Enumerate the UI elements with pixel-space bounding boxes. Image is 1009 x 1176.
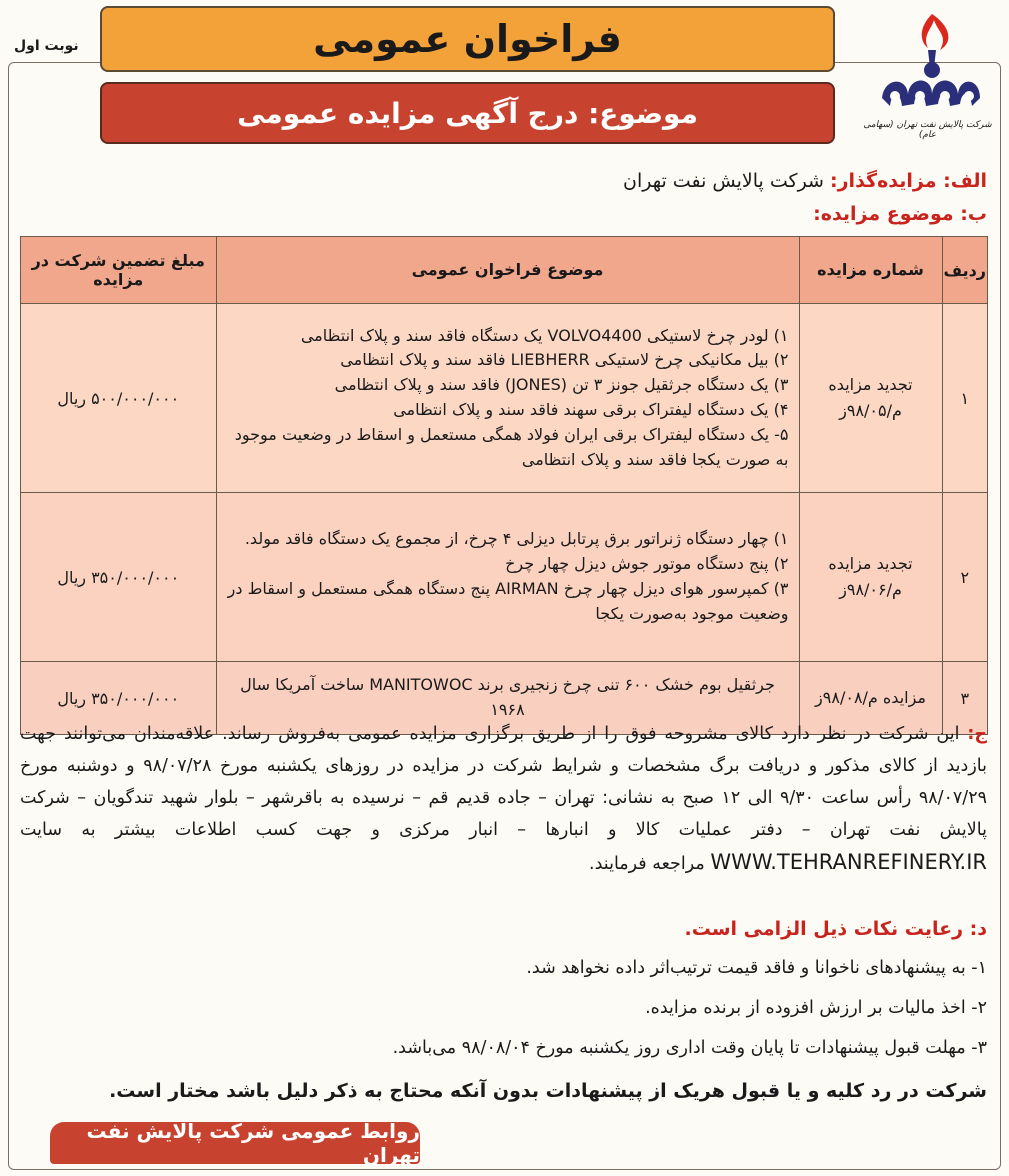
edition-label: نوبت اول [14,38,79,54]
auction-number: تجدید مزایده م/۹۸/۰۵ز [799,304,942,493]
note-item: ۱- به پیشنهادهای ناخوانا و فاقد قیمت ترتیب‌اثر داده نخواهد شد. [526,958,987,978]
subject-banner [100,82,835,144]
terms-text: این شرکت در نظر دارد کالای مشروحه فوق را از طریق برگزاری مزایده عمومی به‌فروش رساند. علاقه‌مندان می‌توانند جهت بازدید از کالای مذکور و دریافت برگ مشخصات و شرایط شرکت در مزایده در روزهای یکشنبه مورخ ۹۸/۰۷/۲۸ و دوشنبه مورخ ۹۸/۰۷/۲۹ رأس ساعت ۹/۳۰ الی ۱۲ صبح به نشانی: تهران – جاده قدیم قم – نرسیده به باقرشهر – بلوار شهید تندگویان – شرکت پالایش نفت تهران – دفتر عملیات کالا و انبارها – انبار مرکزی و جهت کسب اطلاعات بیشتر به سایت [20,724,988,840]
page-title: فراخوان عمومی [313,17,622,61]
header-row-number: ردیف [942,237,987,304]
list-item: ۱) لودر چرخ لاستیکی VOLVO4400 یک دستگاه فاقد سند و پلاک انتظامی [300,325,789,345]
list-item: جرثقیل بوم خشک ۶۰۰ تنی چرخ زنجیری برند MANITOWOC ساخت آمریکا سال ۱۹۶۸ [240,675,775,719]
row-number: ۱ [942,304,987,493]
list-item: ۴) یک دستگاه لیفتراک برقی سهند فاقد سند و پلاک انتظامی [393,400,789,419]
terms-label: ج: [967,724,987,744]
list-item: ۵- یک دستگاه لیفتراک برقی ایران فولاد همگی مستعمل و اسقاط در وضعیت موجود به صورت یکجا فاقد سند و پلاک انتظامی [234,424,789,469]
list-item: ۳) یک دستگاه جرثقیل جونز ۳ تن (JONES) فاقد سند و پلاک انتظامی [334,375,789,395]
website-link[interactable]: WWW.TEHRANREFINERY.IR [710,850,987,874]
list-item: ۱) چهار دستگاه ژنراتور برق پرتابل دیزلی ۴ چرخ، از مجموع یک دستگاه فاقد مولد. [244,529,789,549]
notes-heading: د: رعایت نکات ذیل الزامی است. [684,918,987,940]
auction-number: مزایده م/۹۸/۰۸ز [799,662,942,735]
guarantee-amount: ۳۵۰/۰۰۰/۰۰۰ ریال [21,493,217,662]
refinery-logo-icon [862,6,992,136]
guarantee-amount: ۳۵۰/۰۰۰/۰۰۰ ریال [21,662,217,735]
footer-banner [50,1119,420,1167]
header-auction-number: شماره مزایده [799,237,942,304]
terms-paragraph [20,718,987,880]
note-item: ۲- اخذ مالیات بر ارزش افزوده از برنده مزایده. [645,998,987,1018]
title-banner [100,6,835,72]
auction-items [216,493,799,662]
guarantee-amount: ۵۰۰/۰۰۰/۰۰۰ ریال [21,304,217,493]
auction-table [20,236,988,735]
table-row [21,493,988,662]
auctioneer-value: شرکت پالایش نفت تهران [623,170,831,192]
list-item: ۲) پنج دستگاه موتور جوش دیزل چهار چرخ [505,554,789,574]
auctioneer-label: الف: مزایده‌گذار: [830,170,987,192]
note-item: ۳- مهلت قبول پیشنهادات تا پایان وقت اداری روز یکشنبه مورخ ۹۸/۰۸/۰۴ می‌باشد. [392,1038,987,1058]
header-amount: مبلغ تضمین شرکت در مزایده [21,237,217,304]
terms-text-end: مراجعه فرمایند. [589,854,711,874]
auctioneer-line [623,170,987,192]
row-number: ۲ [942,493,987,662]
table-header-row [21,237,988,304]
footer-text: روابط عمومی شرکت پالایش نفت تهران [86,1119,420,1167]
final-note: شرکت در رد کلیه و یا قبول هریک از پیشنهادات بدون آنکه محتاج به ذکر دلیل باشد مختار است. [109,1080,987,1102]
header-subject: موضوع فراخوان عمومی [216,237,799,304]
logo-caption: شرکت پالایش نفت تهران (سهامی عام) [863,120,992,140]
auction-number: تجدید مزایده م/۹۸/۰۶ز [799,493,942,662]
list-item: ۳) کمپرسور هوای دیزل چهار چرخ AIRMAN پنج دستگاه همگی مستعمل و اسقاط در وضعیت موجود به‌صورت یکجا [227,579,789,623]
auction-subject-line [813,203,987,225]
row-number: ۳ [942,662,987,735]
subject-title: موضوع: درج آگهی مزایده عمومی [237,96,698,130]
list-item: ۲) بیل مکانیکی چرخ لاستیکی LIEBHERR فاقد سند و پلاک انتظامی [340,350,789,370]
table-row [21,304,988,493]
auction-subject-label: ب: موضوع مزایده: [813,203,987,225]
auction-items [216,304,799,493]
